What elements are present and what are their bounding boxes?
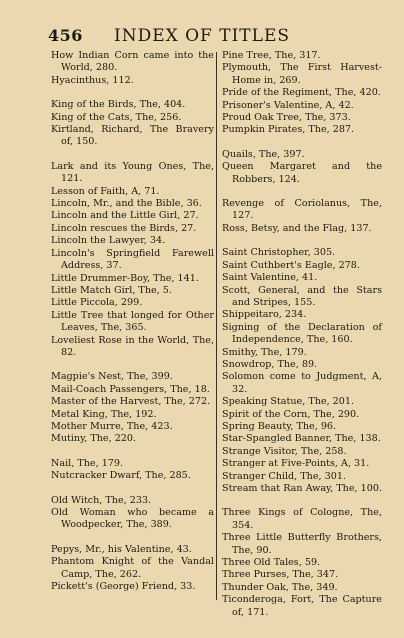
index-entry: Ticonderoga, Fort, The Capture of, 171. xyxy=(222,594,382,618)
index-entry: Mutiny, The, 220. xyxy=(51,433,137,445)
index-entry: Pumpkin Pirates, The, 287. xyxy=(222,124,355,136)
index-entry: King of the Cats, The, 256. xyxy=(51,111,182,123)
index-entry: Spirit of the Corn, The, 290. xyxy=(222,408,360,420)
index-entry: Little Drummer-Boy, The, 141. xyxy=(51,272,199,284)
index-entry: Pride of the Regiment, The, 420. xyxy=(222,87,381,99)
index-entry: Lark and its Young Ones, The, 121. xyxy=(51,160,214,185)
index-entry: Snowdrop, The, 89. xyxy=(222,358,318,370)
index-entry: Lincoln and the Little Girl, 27. xyxy=(51,210,199,222)
index-entry: Nutcracker Dwarf, The, 285. xyxy=(51,470,191,482)
index-entry: Pine Tree, The, 317. xyxy=(222,50,321,61)
section-gap xyxy=(51,87,214,99)
page-number: 456 xyxy=(48,26,83,45)
index-entry: Three Little Butterfly Brothers, The, 90. xyxy=(222,532,382,556)
index-column-left xyxy=(51,50,214,593)
section-gap xyxy=(222,186,382,198)
index-entry: Lesson of Faith, A, 71. xyxy=(51,185,160,197)
index-entry: Three Kings of Cologne, The, 354. xyxy=(222,507,382,531)
section-gap xyxy=(51,483,214,495)
index-entry: Pepys, Mr., his Valentine, 43. xyxy=(51,543,192,555)
index-entry: Metal King, The, 192. xyxy=(51,408,157,420)
index-entry: Prisoner's Valentine, A, 42. xyxy=(222,99,354,111)
index-entry: Ross, Betsy, and the Flag, 137. xyxy=(222,222,372,234)
index-entry: Saint Christopher, 305. xyxy=(222,247,336,259)
index-entry: Three Purses, The, 347. xyxy=(222,569,339,581)
index-entry: Old Woman who became a Woodpecker, The, 389. xyxy=(51,507,214,531)
index-entry: Saint Valentine, 41. xyxy=(222,272,318,284)
section-gap xyxy=(222,137,382,149)
index-entry: Lincoln rescues the Birds, 27. xyxy=(51,222,197,234)
index-entry: Star-Spangled Banner, The, 138. xyxy=(222,433,381,445)
section-gap xyxy=(51,532,214,544)
index-entry: Solomon come to Judgment, A, 32. xyxy=(222,371,382,395)
section-gap xyxy=(222,495,382,507)
index-entry: Smithy, The, 179. xyxy=(222,346,307,358)
index-entry: Kirtland, Richard, The Bravery of, 150. xyxy=(51,124,214,148)
index-entry: Loveliest Rose in the World, The, 82. xyxy=(51,334,214,358)
index-entry: Magpie's Nest, The, 399. xyxy=(51,371,173,383)
index-entry: How Indian Corn came into the World, 280. xyxy=(51,50,214,74)
section-gap xyxy=(51,149,214,161)
index-entry: Speaking Statue, The, 201. xyxy=(222,396,355,408)
page-header xyxy=(0,26,404,48)
page-title: INDEX OF TITLES xyxy=(113,26,290,46)
index-entry: Strange Visitor, The, 258. xyxy=(222,445,347,457)
index-entry: Quails, The, 397. xyxy=(222,148,305,160)
index-entry: Master of the Harvest, The, 272. xyxy=(51,396,211,408)
index-entry: Hyacinthus, 112. xyxy=(51,74,134,86)
index-entry: Lincoln the Lawyer, 34. xyxy=(51,235,166,247)
index-entry: Little Tree that longed for Other Leaves, The, 365. xyxy=(51,309,214,334)
index-entry: Mail-Coach Passengers, The, 18. xyxy=(51,383,210,395)
index-entry: Pickett's (George) Friend, 33. xyxy=(51,581,196,593)
index-entry: Old Witch, The, 233. xyxy=(51,494,152,506)
index-entry: Stream that Ran Away, The, 100. xyxy=(222,483,382,494)
index-entry: Three Old Tales, 59. xyxy=(222,557,321,569)
index-entry: Stranger Child, The, 301. xyxy=(222,470,346,482)
index-entry: Saint Cuthbert's Eagle, 278. xyxy=(222,259,360,271)
index-entry: Phantom Knight of the Vandal Camp, The, 262. xyxy=(51,556,214,580)
index-entry: Thunder Oak, The, 349. xyxy=(222,581,338,593)
section-gap xyxy=(51,359,214,371)
index-column-right xyxy=(222,50,382,619)
index-entry: Proud Oak Tree, The, 373. xyxy=(222,112,351,124)
index-entry: Lincoln, Mr., and the Bible, 36. xyxy=(51,198,202,210)
index-entry: Mother Murre, The, 423. xyxy=(51,420,173,432)
index-entry: Little Piccola, 299. xyxy=(51,297,143,309)
index-entry: Nail, The, 179. xyxy=(51,457,124,469)
index-entry: Shippeitaro, 234. xyxy=(222,309,307,321)
index-entry: Little Match Girl, The, 5. xyxy=(51,284,172,296)
index-entry: Signing of the Declaration of Independence, The, 160. xyxy=(222,321,382,346)
column-divider xyxy=(216,52,217,600)
index-entry: Stranger at Five-Points, A, 31. xyxy=(222,458,370,470)
section-gap xyxy=(51,446,214,458)
index-entry: Plymouth, The First Harvest-Home in, 269. xyxy=(222,62,382,86)
index-entry: Lincoln's Springfield Farewell Address, 37. xyxy=(51,247,214,272)
index-entry: Spring Beauty, The, 96. xyxy=(222,420,337,432)
index-entry: Queen Margaret and the Robbers, 124. xyxy=(222,161,382,185)
index-entry: Revenge of Coriolanus, The, 127. xyxy=(222,198,382,222)
index-entry: King of the Birds, The, 404. xyxy=(51,99,186,111)
section-gap xyxy=(222,235,382,247)
index-entry: Scott, General, and the Stars and Stripes, 155. xyxy=(222,284,382,308)
